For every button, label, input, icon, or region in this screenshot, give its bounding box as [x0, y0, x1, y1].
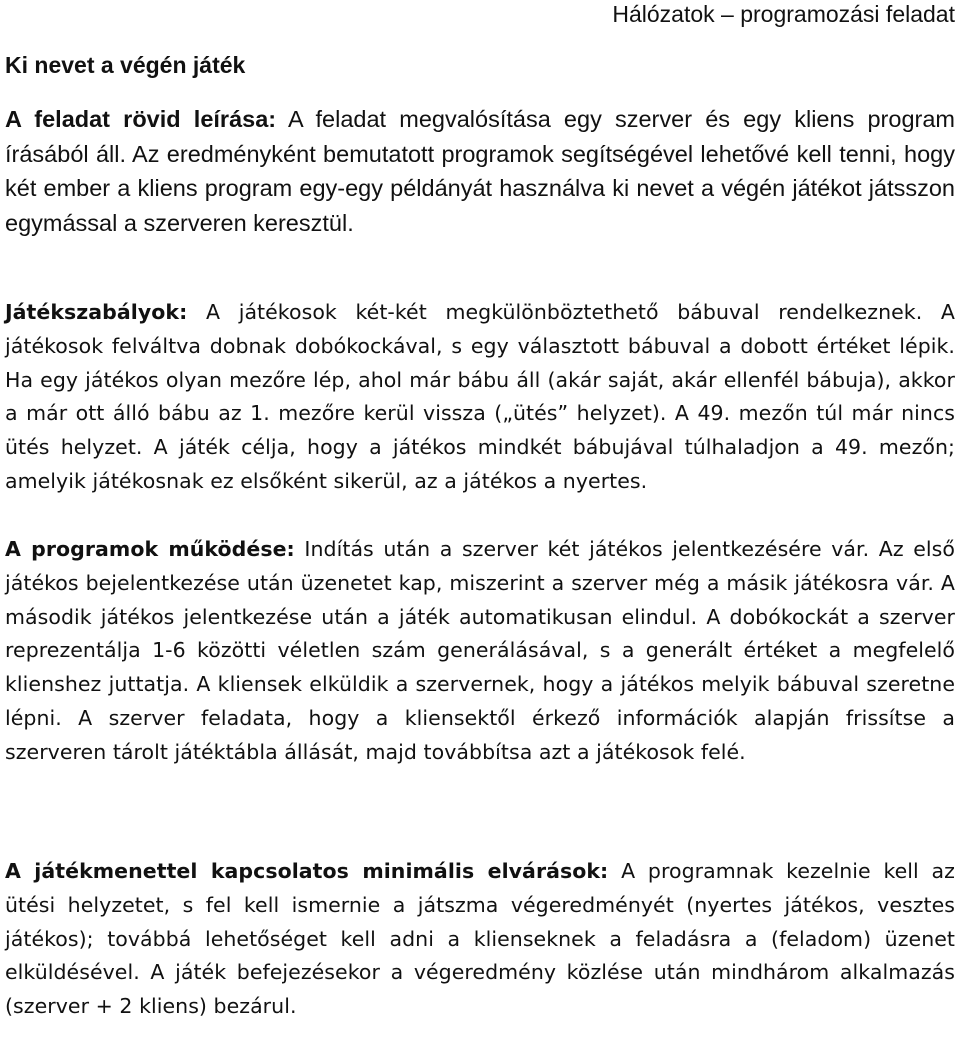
description-text: A feladat megvalósítása egy szerver és egy kliens program írásából áll. Az eredményként bemutatott programok segítségével lehetővé kell tenni, hogy két ember a kliens program egy-egy példányát használva ki nevet a végén játékot játsszon egymással a szerveren keresztül. — [5, 106, 955, 236]
description-paragraph — [5, 102, 955, 240]
operation-text: Indítás után a szerver két játékos jelentkezésére vár. Az első játékos bejelentkezése után üzenetet kap, miszerint a szerver még a másik játékosra vár. A második játékos jelentkezése után a játék automatikusan elindul. A dobókockát a szerver reprezentálja 1-6 közötti véletlen szám generálásával, s a generált értéket a megfelelő klienshez juttatja. A kliensek elküldik a szervernek, hogy a játékos melyik bábuval szeretne lépni. A szerver feladata, hogy a kliensektől érkező információk alapján frissítse a szerveren tárolt játéktábla állását, majd továbbítsa azt a játékosok felé. — [5, 537, 955, 764]
document-header: Hálózatok – programozási feladat — [612, 1, 955, 27]
requirements-label: A játékmenettel kapcsolatos minimális elvárások: — [5, 859, 609, 883]
requirements-text: A programnak kezelnie kell az ütési helyzetet, s fel kell ismernie a játszma végeredményét (nyertes játékos, vesztes játékos); továbbá lehetőséget kell adni a klienseknek a feladásra a (feladom) üzenet elküldésével. A játék befejezésekor a végeredmény közlése után mindhárom alkalmazás (szerver + 2 kliens) bezárul. — [5, 859, 955, 1019]
operation-label: A programok működése: — [5, 537, 295, 561]
operation-paragraph — [5, 533, 955, 770]
document-title: Ki nevet a végén játék — [5, 52, 246, 78]
requirements-paragraph — [5, 855, 955, 1024]
rules-text: A játékosok két-két megkülönböztethető bábuval rendelkeznek. A játékosok felváltva dobnak dobókockával, s egy választott bábuval a dobott értéket lépik. Ha egy játékos olyan mezőre lép, ahol már bábu áll (akár saját, akár ellenfél bábuja), akkor a már ott álló bábu az 1. mezőre kerül vissza („ütés” helyzet). A 49. mezőn túl már nincs ütés helyzet. A játék célja, hogy a játékos mindkét bábujával túlhaladjon a 49. mezőn; amelyik játékosnak ez elsőként sikerül, az a játékos a nyertes. — [5, 300, 955, 493]
rules-label: Játékszabályok: — [5, 300, 188, 324]
description-label: A feladat rövid leírása: — [5, 106, 277, 132]
rules-paragraph — [5, 296, 955, 499]
